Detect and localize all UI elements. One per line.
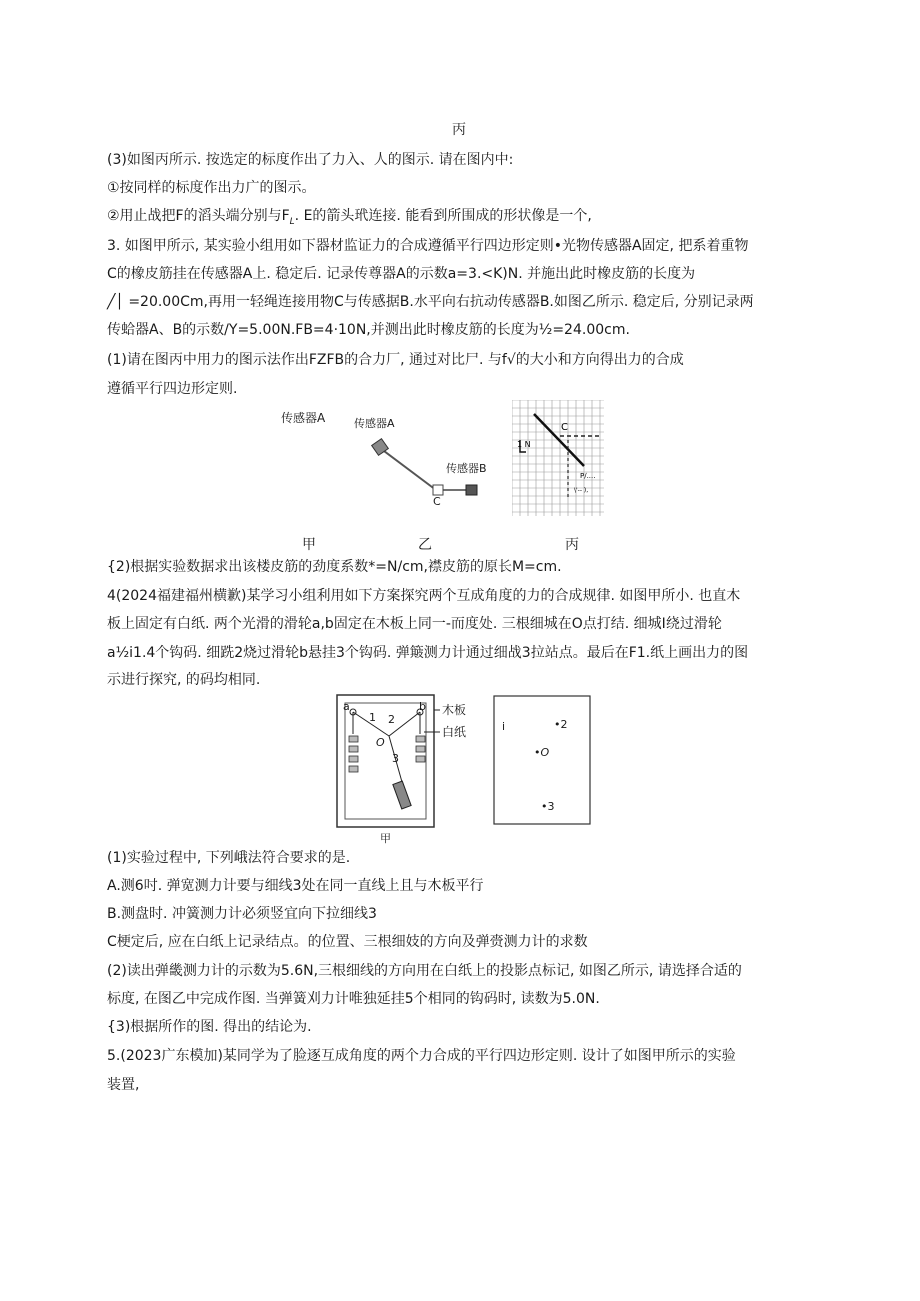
weight-c-box (433, 485, 443, 495)
fig1-weight-c-label: C (433, 495, 441, 508)
q3-part1-line2: 遵循平行四边形定则. (107, 381, 238, 397)
q4-option-a: A.测6吋. 弹宽测力计要与细线3处在同一直线上且与木板平行 (107, 878, 484, 894)
label-b: b (419, 700, 426, 713)
q3-part3-line2: ①按同样的标度作出力广的图示。 (107, 180, 316, 196)
q4-line2: 板上固定有白纸. 两个光滑的滑轮a,b固定在木板上同一-而度处. 三根细城在O点打结. 细城I绕过滑轮 (107, 616, 722, 632)
q4-part3: {3)根据所作的图. 得出的结论为. (107, 1019, 312, 1035)
q4-line3: a½i1.4个钩码. 细跣2烧过滑轮b悬挂3个钩码. 弹簸测力计通过细战3拉站点。最后在F1.纸上画出力的图 (107, 645, 749, 661)
paper-point-3: •3 (541, 800, 555, 813)
grid-c-label: C (561, 422, 568, 433)
q5-line2: 装置, (107, 1077, 140, 1093)
q3-part3-line1: (3)如图丙所示. 按选定的标度作出了力入、人的图示. 请在图内中: (107, 152, 514, 168)
q4-line1: 4(2024福建福州横歉)某学习小组利用如下方案探究两个互成角度的力的合成规律. 如图甲所小. 也直木 (107, 588, 741, 604)
figure-board (336, 694, 606, 844)
label-2: 2 (388, 713, 395, 726)
q4-option-c: C梗定后, 应在白纸上记录结点。的位置、三根细妓的方向及弹赍测力计的求数 (107, 934, 588, 950)
label-3: 3 (392, 752, 399, 765)
q4-option-b: B.测盘时. 冲簧测力计必须竖宜向下拉细线3 (107, 906, 377, 922)
label-board: 木板 (442, 703, 467, 717)
fig1-sensor-b-label: 传感器B (446, 462, 487, 475)
fig1-side-label: 传感器A (281, 411, 326, 425)
fig2-caption-jia: 甲 (380, 832, 391, 845)
q4-part2-line2: 标度, 在图乙中完成作图. 当弹簧刈力计唯独延挂5个相同的钩码时, 读数为5.0N. (107, 991, 600, 1007)
fig1-caption-jia: 甲 (302, 537, 316, 553)
grid-scale-label: 1 N (517, 440, 531, 449)
fig1-force-grid (512, 400, 604, 516)
q3-line3: ╱│ =20.00Cm,再用一轻绳连接用物C与传感据B.水平向右抗动传感器B.如图乙所示. 稳定后, 分别记录两 (107, 294, 754, 310)
fig2-board-diagram (336, 694, 606, 844)
fig1-caption-bing: 丙 (565, 537, 579, 553)
grid-note-2: \'-- ), (574, 487, 589, 494)
label-1: 1 (369, 711, 376, 724)
weights-right (416, 736, 425, 762)
paper-point-2: •2 (554, 718, 568, 731)
label-paper: 白纸 (442, 725, 467, 739)
rubber-band-line (380, 448, 436, 490)
q3-line4: 传蛤器A、B的示数/Y=5.00N.FB=4·10N,并测出此时橡皮筋的长度为½=24.00cm. (107, 322, 630, 338)
figure-sensors (278, 398, 638, 528)
q3-line2: C的橡皮筋挂在传感器A上. 稳定后. 记录传尊器A的示数a=3.<K)N. 并施出此时橡皮筋的长度为 (107, 266, 696, 282)
figure-caption-bing-top: 丙 (452, 122, 466, 138)
q3-part1-line1: (1)请在图丙中用力的图示法作出FZFB的合力厂, 通过对比尸. 与f√的大小和方向得出力的合成 (107, 352, 684, 368)
paper-point-1: i (502, 720, 506, 733)
label-a: a (343, 700, 350, 713)
q4-line4: 示进行探究, 的码均相同. (107, 672, 261, 688)
q3-line1: 3. 如图甲所示, 某实验小组用如下器材监证力的合成遵循平行四边形定则•光物传感器A固定, 把系着重物 (107, 238, 749, 254)
grid-note-1: P∕.... (580, 472, 596, 480)
label-o: O (376, 736, 385, 749)
q4-part1: (1)实验过程中, 下列峨法符合要求的是. (107, 850, 351, 866)
paper-point-o: •O (534, 746, 550, 759)
grid-lines (512, 400, 604, 516)
q5-line1: 5.(2023广东模加)某同学为了脸逐互成角度的两个力合成的平行四边形定则. 设计了如图甲所示的实验 (107, 1048, 736, 1064)
fig1-caption-yi: 乙 (418, 537, 432, 553)
sensor-b-box (466, 485, 477, 495)
q4-part2-line1: (2)读出弹畿测力计的示数为5.6N,三根细线的方向用在白纸上的投影点标记, 如图乙所示, 请选择合适的 (107, 963, 742, 979)
q3-part2-line: {2)根据实验数据求出该楼皮筋的劲度系数*=N/cm,襟皮筋的原长M=cm. (107, 559, 562, 575)
q3-part3-line3: ②用止战把F的滔头端分别与$F_L$. E的箭头玳连接. 能看到所围成的形状像是一个, (107, 208, 592, 227)
fig1-sensor-a-label: 传感器A (354, 417, 395, 430)
